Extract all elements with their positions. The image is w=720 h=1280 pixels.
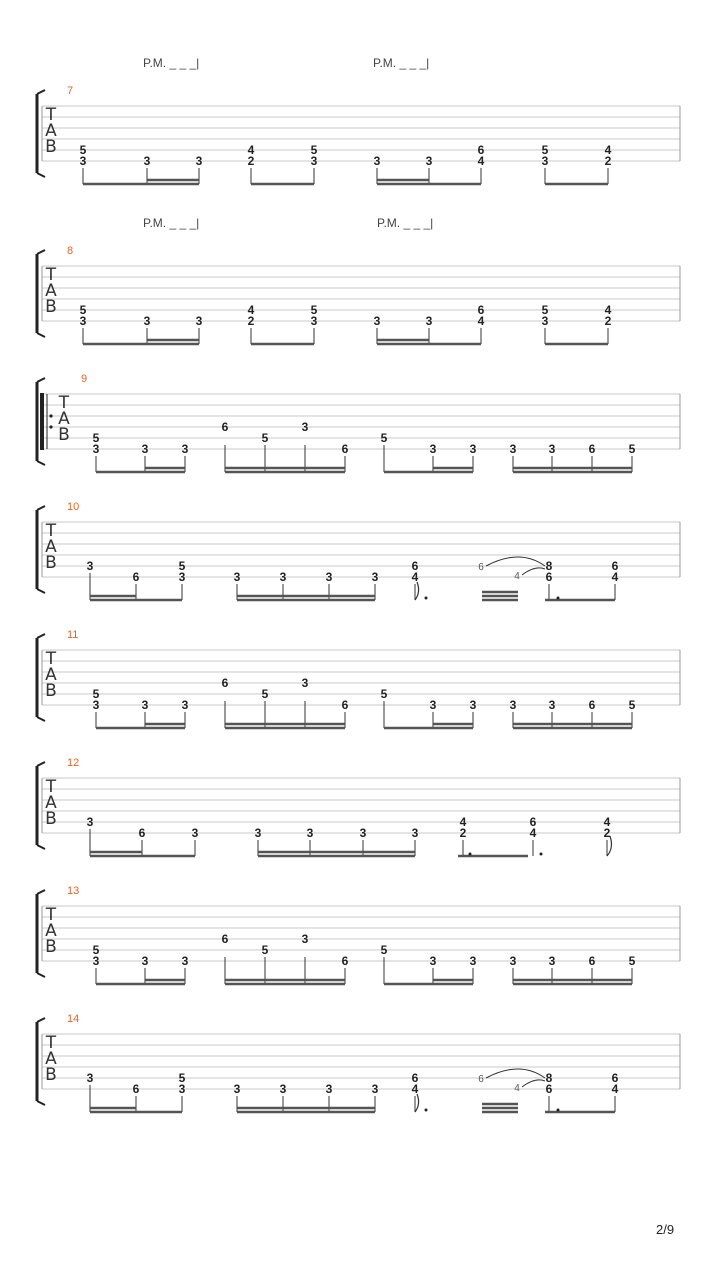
bracket-top-hook [37,250,45,254]
dot [557,1109,560,1112]
fret-number: 3 [181,698,189,712]
fret-number: 3 [92,442,100,456]
repeat-dot [49,414,52,417]
fret-number: 6 [341,698,349,712]
dot [557,597,560,600]
fret-number: 5 [79,303,87,317]
fret-number: 4 [529,826,537,840]
fret-number: 8 [545,1071,553,1085]
fret-number: 4 [611,1082,619,1096]
tab-clef-letter: T [45,905,57,925]
tab-clef-letter: T [45,777,57,797]
dot [425,597,428,600]
fret-number: 5 [628,442,636,456]
fret-number: 3 [301,676,309,690]
grace-fret: 4 [514,571,520,582]
fret-number: 3 [92,954,100,968]
tab-clef-letter: B [45,937,57,957]
tab-system [37,757,680,856]
bracket-bottom-hook [37,973,45,977]
fret-number: 6 [588,698,596,712]
dot [469,853,472,856]
tab-system [37,885,680,984]
fret-number: 2 [247,314,255,328]
tab-clef-letter: B [45,809,57,829]
fret-number: 3 [181,442,189,456]
fret-number: 3 [541,154,549,168]
fret-number: 5 [261,943,269,957]
tab-system [37,501,680,600]
note-flag [415,1094,419,1112]
measure-number: 14 [67,1013,80,1025]
tab-clef-letter: A [45,793,57,813]
fret-number: 3 [279,1082,287,1096]
palm-mute-mark: P.M. _ _ _| [143,216,200,230]
fret-number: 3 [86,1071,94,1085]
tab-clef-letter: B [45,553,57,573]
bracket-bottom-hook [37,717,45,721]
fret-number: 3 [548,954,556,968]
tab-clef-letter: T [45,649,57,669]
fret-number: 3 [425,154,433,168]
slur [486,557,545,566]
fret-number: 4 [411,1082,419,1096]
slide [522,568,545,575]
fret-number: 3 [371,570,379,584]
fret-number: 4 [603,815,611,829]
bracket-top-hook [37,890,45,894]
fret-number: 5 [79,143,87,157]
fret-number: 4 [247,303,255,317]
fret-number: 3 [191,826,199,840]
fret-number: 5 [261,431,269,445]
tab-clef-letter: T [45,521,57,541]
bracket-top-hook [37,634,45,638]
fret-number: 6 [132,570,140,584]
repeat-thick-bar [40,393,44,450]
fret-number: 6 [221,932,229,946]
fret-number: 3 [86,815,94,829]
tab-system [37,373,680,472]
fret-number: 3 [181,954,189,968]
fret-number: 3 [359,826,367,840]
tab-clef-letter: A [45,537,57,557]
fret-number: 3 [141,442,149,456]
palm-mute-mark: P.M. _ _ _| [143,56,200,70]
fret-number: 3 [411,826,419,840]
bracket-bottom-hook [37,1101,45,1105]
fret-number: 3 [254,826,262,840]
fret-number: 6 [611,1071,619,1085]
fret-number: 5 [92,431,100,445]
fret-number: 6 [221,420,229,434]
tab-clef-letter: T [45,265,57,285]
fret-number: 5 [178,1071,186,1085]
measure-number: 9 [81,373,88,385]
fret-number: 6 [341,442,349,456]
grace-fret: 4 [514,1083,520,1094]
fret-number: 3 [425,314,433,328]
fret-number: 5 [380,687,388,701]
grace-fret: 6 [478,1074,484,1085]
fret-number: 3 [279,570,287,584]
fret-number: 6 [221,676,229,690]
fret-number: 3 [325,1082,333,1096]
fret-number: 2 [603,826,611,840]
fret-number: 3 [371,1082,379,1096]
bracket-top-hook [37,506,45,510]
tab-clef-letter: B [45,137,57,157]
fret-number: 3 [469,442,477,456]
fret-number: 3 [548,698,556,712]
tab-system [37,629,680,728]
fret-number: 6 [411,559,419,573]
fret-number: 3 [86,559,94,573]
fret-number: 6 [545,1082,553,1096]
fret-number: 3 [301,420,309,434]
tab-clef-letter: A [45,921,57,941]
fret-number: 5 [310,143,318,157]
measure-number: 8 [67,245,74,257]
fret-number: 4 [611,570,619,584]
fret-number: 6 [132,1082,140,1096]
fret-number: 3 [469,698,477,712]
tab-system [37,1013,680,1112]
fret-number: 2 [459,826,467,840]
fret-number: 5 [380,431,388,445]
fret-number: 3 [79,314,87,328]
tab-clef-letter: A [45,1049,57,1069]
fret-number: 5 [541,143,549,157]
bracket-top-hook [37,90,45,94]
fret-number: 5 [541,303,549,317]
bracket-bottom-hook [37,845,45,849]
fret-number: 6 [611,559,619,573]
fret-number: 5 [628,954,636,968]
tab-clef-letter: B [45,297,57,317]
fret-number: 6 [588,954,596,968]
fret-number: 4 [604,143,612,157]
tab-clef-letter: B [45,681,57,701]
tab-clef-letter: A [58,409,70,429]
fret-number: 5 [92,687,100,701]
fret-number: 6 [588,442,596,456]
fret-number: 3 [141,698,149,712]
fret-number: 4 [459,815,467,829]
fret-number: 3 [310,154,318,168]
fret-number: 3 [373,154,381,168]
fret-number: 3 [301,932,309,946]
fret-number: 3 [325,570,333,584]
repeat-dot [49,425,52,428]
fret-number: 3 [469,954,477,968]
fret-number: 6 [477,303,485,317]
measure-number: 7 [67,85,74,97]
fret-number: 3 [541,314,549,328]
bracket-bottom-hook [37,173,45,177]
fret-number: 3 [141,954,149,968]
fret-number: 3 [509,442,517,456]
fret-number: 3 [429,442,437,456]
palm-mute-mark: P.M. _ _ _| [373,56,430,70]
fret-number: 2 [604,314,612,328]
fret-number: 3 [509,954,517,968]
fret-number: 6 [477,143,485,157]
dot [540,853,543,856]
measure-number: 12 [67,757,80,769]
fret-number: 3 [178,1082,186,1096]
palm-mute-mark: P.M. _ _ _| [377,216,434,230]
fret-number: 3 [310,314,318,328]
fret-number: 3 [233,570,241,584]
fret-number: 4 [247,143,255,157]
dot [425,1109,428,1112]
tab-clef-letter: B [58,425,70,445]
tab-clef-letter: T [45,105,57,125]
fret-number: 3 [233,1082,241,1096]
fret-number: 3 [79,154,87,168]
fret-number: 3 [195,314,203,328]
tab-system [37,216,680,344]
measure-number: 10 [67,501,80,513]
bracket-top-hook [37,378,45,382]
fret-number: 3 [509,698,517,712]
fret-number: 6 [545,570,553,584]
bracket-bottom-hook [37,333,45,337]
fret-number: 6 [411,1071,419,1085]
tab-system [37,56,680,184]
fret-number: 3 [92,698,100,712]
fret-number: 4 [604,303,612,317]
fret-number: 3 [429,954,437,968]
bracket-top-hook [37,1018,45,1022]
fret-number: 3 [548,442,556,456]
fret-number: 5 [261,687,269,701]
tab-clef-letter: A [45,665,57,685]
fret-number: 3 [143,314,151,328]
fret-number: 6 [529,815,537,829]
fret-number: 2 [604,154,612,168]
grace-fret: 6 [478,562,484,573]
fret-number: 3 [373,314,381,328]
fret-number: 4 [477,314,485,328]
bracket-bottom-hook [37,589,45,593]
slur [486,1069,545,1078]
fret-number: 3 [306,826,314,840]
tab-clef-letter: A [45,281,57,301]
fret-number: 5 [380,943,388,957]
fret-number: 4 [477,154,485,168]
fret-number: 6 [341,954,349,968]
bracket-top-hook [37,762,45,766]
fret-number: 5 [178,559,186,573]
page-number: 2/9 [656,1222,675,1237]
tab-clef-letter: A [45,121,57,141]
tab-clef-letter: T [58,393,70,413]
tab-clef-letter: B [45,1065,57,1085]
measure-number: 11 [67,629,79,641]
fret-number: 3 [429,698,437,712]
fret-number: 5 [310,303,318,317]
fret-number: 8 [545,559,553,573]
fret-number: 2 [247,154,255,168]
bracket-bottom-hook [37,461,45,465]
fret-number: 3 [178,570,186,584]
fret-number: 5 [628,698,636,712]
fret-number: 4 [411,570,419,584]
tab-clef-letter: T [45,1033,57,1053]
fret-number: 6 [138,826,146,840]
fret-number: 5 [92,943,100,957]
fret-number: 3 [195,154,203,168]
slide [522,1080,545,1087]
note-flag [415,582,419,600]
fret-number: 3 [143,154,151,168]
measure-number: 13 [67,885,80,897]
